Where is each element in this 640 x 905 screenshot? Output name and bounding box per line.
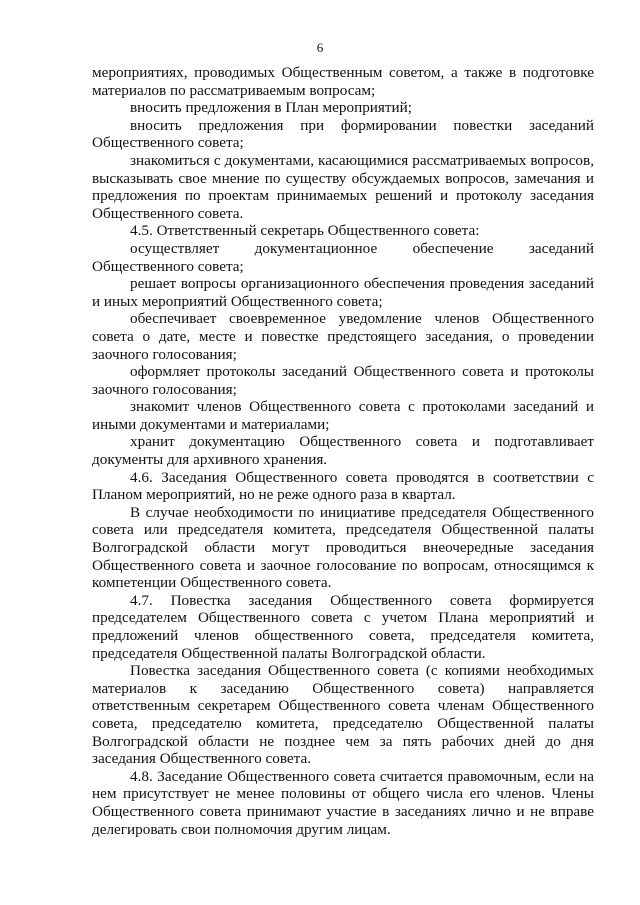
document-body (92, 64, 594, 838)
paragraph-7: решает вопросы организационного обеспечения проведения заседаний и иных мероприятий Общественного совета; (92, 275, 594, 310)
paragraph-10: знакомит членов Общественного совета с протоколами заседаний и иными документами и материалами; (92, 398, 594, 433)
paragraph-8: обеспечивает своевременное уведомление членов Общественного совета о дате, месте и повестке предстоящего заседания, о проведении заочного голосования; (92, 310, 594, 363)
paragraph-13: В случае необходимости по инициативе председателя Общественного совета или председателя комитета, председателя Общественной палаты Волгоградской области могут проводиться внеочередные заседания Общественного совета и заочное голосование по вопросам, относящимся к компетенции Общественного совета. (92, 503, 594, 592)
paragraph-16: 4.8. Заседание Общественного совета считается правомочным, если на нем присутствует не менее половины от общего числа его членов. Члены Общественного совета принимают участие в заседаниях лично и не вправе делегировать свои полномочия другим лицам. (92, 767, 594, 838)
paragraph-15: Повестка заседания Общественного совета (с копиями необходимых материалов к заседанию Общественного совета) направляется ответственным секретарем Общественного совета членам Общественного совета, председателю комитета, председателю Общественной палаты Волгоградской области не позднее чем за пять рабочих дней до дня заседания Общественного совета. (92, 662, 594, 768)
paragraph-3: вносить предложения при формировании повестки заседаний Общественного совета; (92, 116, 594, 152)
paragraph-2: вносить предложения в План мероприятий; (130, 99, 413, 117)
paragraph-14: 4.7. Повестка заседания Общественного совета формируется председателем Общественного совета с учетом Плана мероприятий и предложений членов общественного совета, председателя комитета, председателя Общественной палаты Волгоградской области. (92, 591, 594, 662)
page-number: 6 (316, 40, 324, 55)
paragraph-4: знакомиться с документами, касающимися рассматриваемых вопросов, высказывать свое мнение по существу обсуждаемых вопросов, замечания и предложения по проектам принимаемых решений и протоколу заседания Общественного совета. (92, 151, 594, 222)
paragraph-5: 4.5. Ответственный секретарь Общественного совета: (130, 222, 480, 240)
paragraph-1: мероприятиях, проводимых Общественным советом, а также в подготовке материалов по рассматриваемым вопросам; (92, 64, 594, 99)
paragraph-9: оформляет протоколы заседаний Общественного совета и протоколы заочного голосования; (92, 363, 594, 398)
paragraph-11: хранит документацию Общественного совета и подготавливает документы для архивного хранения. (92, 433, 594, 469)
paragraph-12: 4.6. Заседания Общественного совета проводятся в соответствии с Планом мероприятий, но не реже одного раза в квартал. (92, 468, 594, 504)
paragraph-6: осуществляет документационное обеспечение заседаний Общественного совета; (92, 239, 594, 275)
